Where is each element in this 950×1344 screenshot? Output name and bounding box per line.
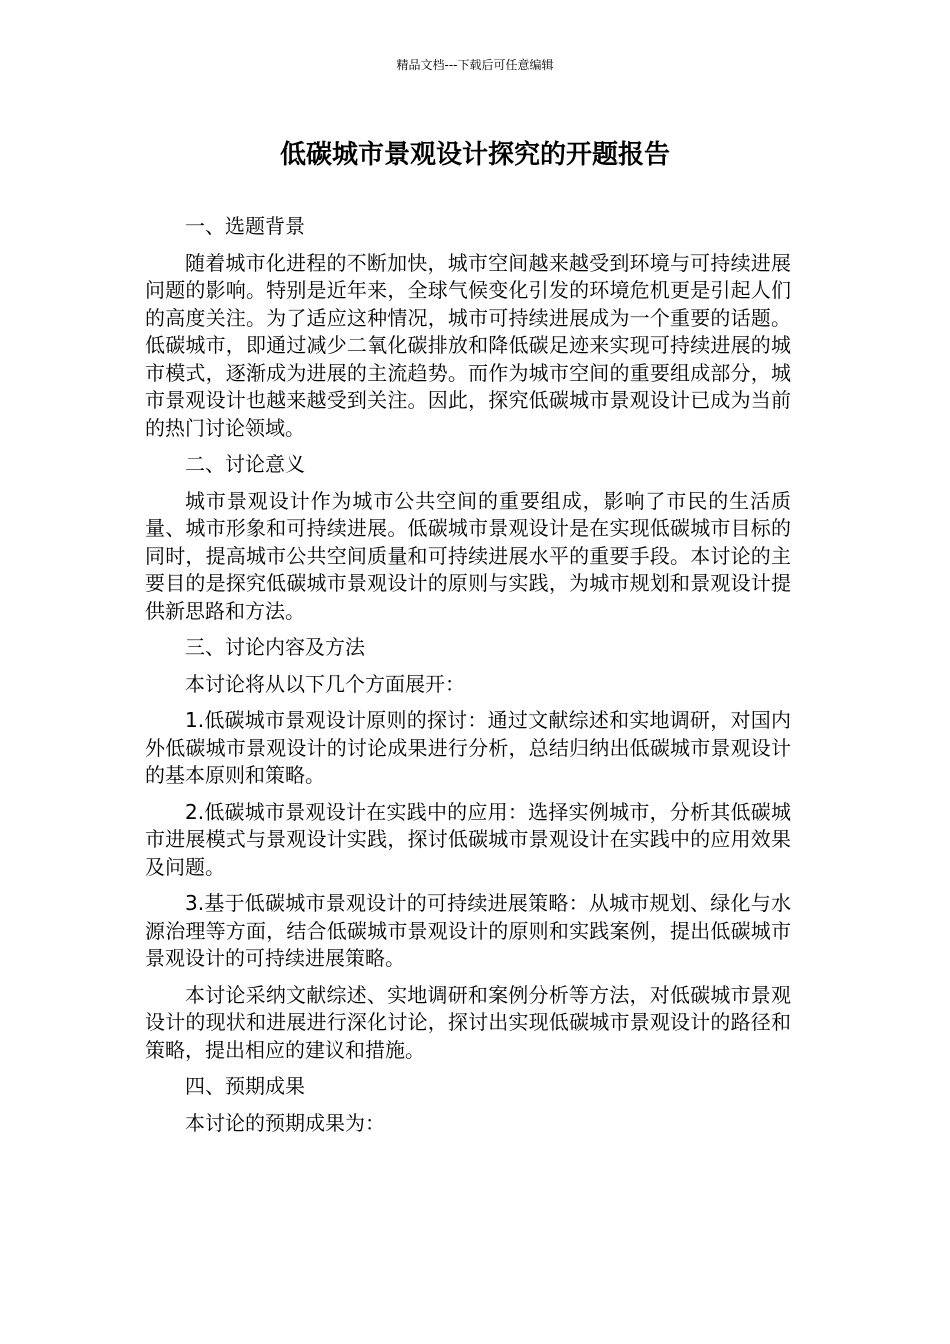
paragraph-content-intro: 本讨论将从以下几个方面展开： (185, 671, 465, 696)
document-body (145, 213, 791, 1146)
header-note: 精品文档---下载后可任意编辑 (396, 58, 554, 72)
section-heading-content-method: 三、讨论内容及方法 (185, 635, 365, 659)
section-heading-significance: 二、讨论意义 (185, 452, 305, 476)
list-item-principles: 1.低碳城市景观设计原则的探讨：通过文献综述和实地调研，对国内外低碳城市景观设计的讨论成果进行分析，总结归纳出低碳城市景观设计的基本原则和策略。 (145, 708, 791, 787)
paragraph-methods: 本讨论采纳文献综述、实地调研和案例分析等方法，对低碳城市景观设计的现状和进展进行深化讨论，探讨出实现低碳城市景观设计的路径和策略，提出相应的建议和措施。 (145, 982, 791, 1062)
paragraph-significance: 城市景观设计作为城市公共空间的重要组成，影响了市民的生活质量、城市形象和可持续进展。低碳城市景观设计是在实现低碳城市目标的同时，提高城市公共空间质量和可持续进展水平的重要手段。本讨论的主要目的是探究低碳城市景观设计的原则与实践，为城市规划和景观设计提供新思路和方法。 (145, 488, 791, 623)
paragraph-background: 随着城市化进程的不断加快，城市空间越来越受到环境与可持续进展问题的影响。特别是近年来，全球气候变化引发的环境危机更是引起人们的高度关注。为了适应这种情况，城市可持续进展成为一个重要的话题。低碳城市，即通过减少二氧化碳排放和降低碳足迹来实现可持续进展的城市模式，逐渐成为进展的主流趋势。而作为城市空间的重要组成部分，城市景观设计也越来越受到关注。因此，探究低碳城市景观设计已成为当前的热门讨论领域。 (145, 250, 791, 440)
list-item-application: 2.低碳城市景观设计在实践中的应用：选择实例城市，分析其低碳城市进展模式与景观设计实践，探讨低碳城市景观设计在实践中的应用效果及问题。 (145, 799, 791, 879)
section-heading-background: 一、选题背景 (185, 214, 305, 238)
section-heading-expected-results: 四、预期成果 (185, 1074, 305, 1098)
document-title: 低碳城市景观设计探究的开题报告 (279, 140, 670, 170)
paragraph-expected-results-intro: 本讨论的预期成果为： (185, 1110, 385, 1135)
list-item-strategy: 3.基于低碳城市景观设计的可持续进展策略：从城市规划、绿化与水源治理等方面，结合低碳城市景观设计的原则和实践案例，提出低碳城市景观设计的可持续进展策略。 (145, 891, 791, 970)
